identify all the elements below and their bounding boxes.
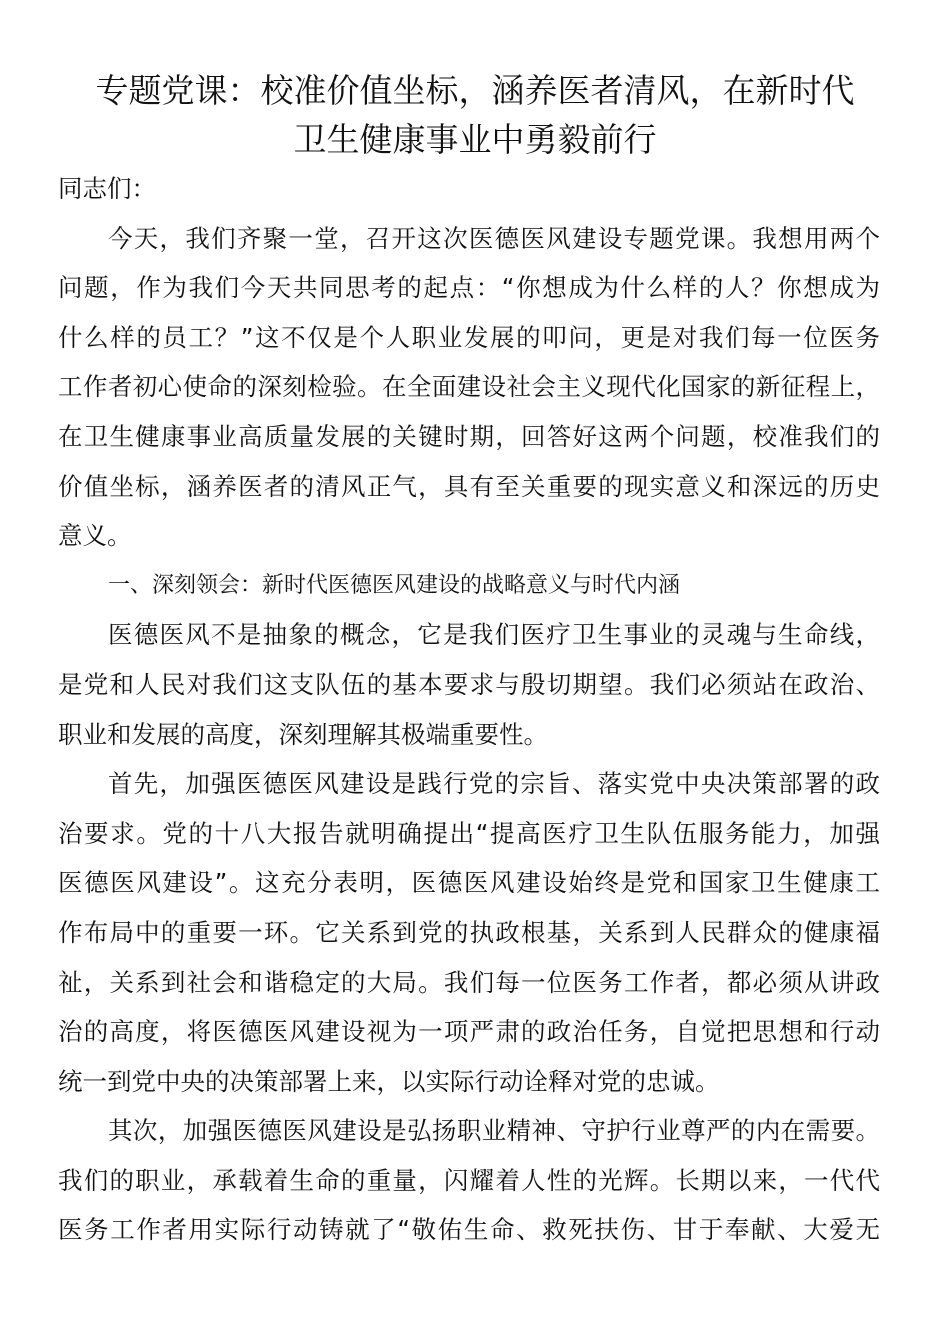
paragraph-intro bbox=[58, 610, 880, 759]
paragraph-line: 统一到党中央的决策部署上来，以实际行动诠释对党的忠诚。 bbox=[58, 1066, 720, 1096]
salutation: 同志们： bbox=[58, 174, 156, 203]
paragraph-line: 治要求。党的十八大报告就明确提出“提高医疗卫生队伍服务能力，加强 bbox=[58, 818, 880, 848]
paragraph-line: 作布局中的重要一环。它关系到党的执政根基，关系到人民群众的健康福 bbox=[58, 917, 880, 947]
paragraph-line: 祉，关系到社会和谐稳定的大局。我们每一位医务工作者，都必须从讲政 bbox=[58, 967, 880, 997]
document-body bbox=[58, 164, 880, 1255]
paragraph-line: 治的高度，将医德医风建设视为一项严肃的政治任务，自觉把思想和行动 bbox=[58, 1017, 880, 1047]
paragraph-line: 首先，加强医德医风建设是践行党的宗旨、落实党中央决策部署的政 bbox=[108, 769, 880, 799]
paragraph-line: 我们的职业，承载着生命的重量，闪耀着人性的光辉。长期以来，一代代 bbox=[58, 1165, 880, 1195]
paragraph-line: 医德医风不是抽象的概念，它是我们医疗卫生事业的灵魂与生命线， bbox=[108, 620, 880, 650]
section-heading: 一、深刻领会：新时代医德医风建设的战略意义与时代内涵 bbox=[108, 572, 681, 598]
title-line-1: 专题党课：校准价值坐标，涵养医者清风，在新时代 bbox=[95, 71, 855, 110]
paragraph-line: 今天，我们齐聚一堂，召开这次医德医风建设专题党课。我想用两个 bbox=[108, 223, 880, 253]
paragraph-line: 其次，加强医德医风建设是弘扬职业精神、守护行业尊严的内在需要。 bbox=[108, 1116, 880, 1146]
paragraph-line: 工作者初心使命的深刻检验。在全面建设社会主义现代化国家的新征程上， bbox=[58, 372, 880, 402]
paragraph-line: 医德医风建设”。这充分表明，医德医风建设始终是党和国家卫生健康工 bbox=[58, 868, 880, 898]
paragraph-line: 职业和发展的高度，深刻理解其极端重要性。 bbox=[58, 719, 548, 749]
paragraph-line: 意义。 bbox=[58, 521, 132, 551]
paragraph-line: 价值坐标，涵养医者的清风正气，具有至关重要的现实意义和深远的历史 bbox=[58, 471, 880, 501]
title-line-2: 卫生健康事业中勇毅前行 bbox=[293, 120, 657, 159]
document-title bbox=[40, 66, 910, 164]
paragraph-line: 医务工作者用实际行动铸就了“敬佑生命、救死扶伤、甘于奉献、大爱无 bbox=[58, 1215, 880, 1245]
paragraph-line: 问题，作为我们今天共同思考的起点：“你想成为什么样的人？你想成为 bbox=[58, 273, 880, 303]
paragraph-second-point bbox=[58, 1106, 880, 1255]
section-heading-1 bbox=[58, 561, 880, 611]
paragraph-line: 是党和人民对我们这支队伍的基本要求与殷切期望。我们必须站在政治、 bbox=[58, 669, 880, 699]
paragraph-line: 在卫生健康事业高质量发展的关键时期，回答好这两个问题，校准我们的 bbox=[58, 421, 880, 451]
paragraph-opening bbox=[58, 214, 880, 561]
paragraph-first-point bbox=[58, 759, 880, 1106]
paragraph-line: 什么样的员工？”这不仅是个人职业发展的叩问，更是对我们每一位医务 bbox=[58, 322, 880, 352]
